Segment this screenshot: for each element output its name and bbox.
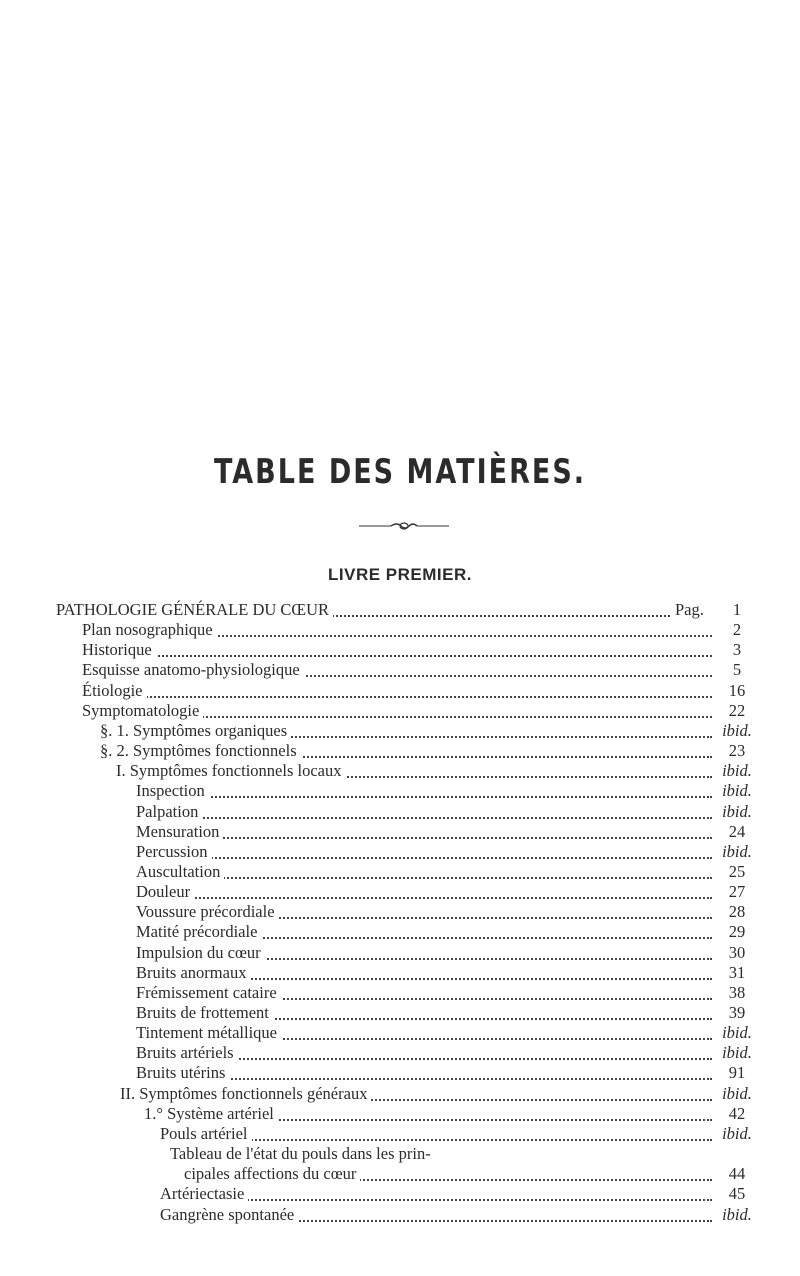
toc-entry	[56, 599, 670, 621]
toc-entry	[136, 1022, 712, 1044]
toc-page-number: ibid.	[722, 841, 752, 861]
toc-page-number: 23	[728, 741, 746, 761]
toc-entry-label: Voussure précordiale	[136, 902, 279, 921]
toc-entry	[136, 780, 712, 802]
toc-entry	[170, 1143, 735, 1165]
toc-row	[0, 1103, 800, 1125]
divider-ornament	[357, 521, 451, 531]
toc-entry-label: Douleur	[136, 882, 194, 901]
toc-page-number: ibid.	[722, 1123, 752, 1143]
toc-page-number: 5	[732, 660, 742, 680]
toc-page-number: 28	[728, 902, 746, 922]
toc-entry-label: Mensuration	[136, 822, 223, 841]
toc-page-number: ibid.	[722, 1083, 752, 1103]
toc-row	[0, 982, 800, 1004]
toc-entry-label: Bruits de frottement	[136, 1003, 273, 1022]
toc-page-number: 44	[728, 1164, 746, 1184]
toc-entry-label: Auscultation	[136, 862, 224, 881]
toc-row	[0, 639, 800, 661]
toc-row	[0, 921, 800, 943]
toc-row	[0, 720, 800, 742]
toc-entry	[82, 659, 712, 681]
toc-entry	[82, 700, 712, 722]
section-title: LIVRE PREMIER.	[328, 565, 472, 584]
toc-page-number: ibid.	[722, 1204, 752, 1224]
toc-row	[0, 659, 800, 681]
toc-entry-label: §. 1. Symptômes organiques	[100, 721, 291, 740]
toc-page-number: 2	[732, 620, 742, 640]
toc-page-number: ibid.	[722, 781, 752, 801]
toc-entry	[136, 1042, 712, 1064]
toc-row	[0, 680, 800, 702]
toc-page-number: 38	[728, 982, 746, 1002]
toc-row	[0, 1204, 800, 1226]
toc-row	[0, 861, 800, 883]
toc-entry-label: PATHOLOGIE GÉNÉRALE DU CŒUR	[56, 600, 333, 619]
leader-dots	[136, 817, 712, 819]
toc-row	[0, 780, 800, 802]
toc-entry	[120, 1083, 712, 1105]
toc-entry	[136, 841, 712, 863]
toc-entry-label: 1.° Système artériel	[144, 1104, 278, 1123]
toc-entry-label: Gangrène spontanée	[160, 1205, 298, 1224]
toc-entry-label: Bruits utérins	[136, 1063, 229, 1082]
toc-page-number: ibid.	[722, 720, 752, 740]
toc-row	[0, 1083, 800, 1105]
toc-page-number: 39	[728, 1003, 746, 1022]
toc-entry	[160, 1123, 712, 1145]
toc-entry-label: Artériectasie	[160, 1184, 248, 1203]
toc-entry	[136, 921, 712, 943]
toc-page-number: 31	[728, 962, 746, 982]
toc-row	[0, 760, 800, 782]
toc-entry	[160, 1183, 712, 1205]
toc-entry-label: Bruits artériels	[136, 1043, 238, 1062]
toc-entry	[116, 760, 712, 782]
toc-row	[0, 1042, 800, 1064]
leader-dots	[136, 897, 712, 899]
toc-row	[0, 1022, 800, 1044]
toc-entry	[144, 1103, 712, 1125]
toc-entry	[136, 1002, 712, 1024]
toc-page-number: 16	[728, 680, 746, 700]
toc-page-number: 27	[728, 882, 746, 902]
toc-entry	[160, 1204, 712, 1226]
toc-entry	[100, 740, 712, 762]
toc-entry-label: Pouls artériel	[160, 1124, 252, 1143]
toc-entry	[82, 680, 712, 702]
toc-entry-label: Inspection	[136, 781, 209, 800]
toc-row	[0, 801, 800, 823]
toc-row	[0, 881, 800, 903]
toc-row	[0, 700, 800, 722]
toc-entry-label: Percussion	[136, 842, 212, 861]
toc-entry	[136, 881, 712, 903]
toc-entry	[100, 720, 712, 742]
toc-entry-label: Esquisse anatomo-physiologique	[82, 660, 304, 679]
toc-page-number: 42	[728, 1103, 746, 1123]
toc-entry	[136, 942, 712, 964]
toc-entry-label: Tableau de l'état du pouls dans les prin-	[170, 1144, 435, 1163]
toc-entry-label: II. Symptômes fonctionnels généraux	[120, 1084, 371, 1103]
toc-entry-label: Symptomatologie	[82, 701, 203, 720]
toc-entry	[136, 801, 712, 823]
toc-entry	[136, 861, 712, 883]
toc-row	[0, 1163, 800, 1185]
toc-entry-label: §. 2. Symptômes fonctionnels	[100, 741, 301, 760]
toc-page-number: 24	[728, 821, 746, 841]
toc-row	[0, 740, 800, 762]
toc-page-number: ibid.	[722, 801, 752, 821]
toc-row	[0, 1183, 800, 1205]
toc-entry-label: Étiologie	[82, 681, 147, 700]
toc-row	[0, 1002, 800, 1024]
toc-page-number: 3	[732, 640, 742, 660]
leader-dots	[82, 696, 712, 698]
leader-dots	[136, 857, 712, 859]
toc-entry-label: Frémissement cataire	[136, 983, 281, 1002]
toc-entry	[136, 821, 712, 843]
toc-page-number: 45	[728, 1184, 746, 1204]
toc-page-number: 29	[728, 922, 746, 942]
toc-entry-label: Impulsion du cœur	[136, 943, 265, 962]
toc-entry	[136, 982, 712, 1004]
leader-dots	[82, 655, 712, 657]
leader-dots	[136, 796, 712, 798]
toc-row	[0, 901, 800, 923]
toc-page-number: ibid.	[722, 761, 752, 781]
toc-entry-label: Bruits anormaux	[136, 963, 250, 982]
toc-page-number: ibid.	[722, 1023, 752, 1043]
toc-entry	[82, 639, 712, 661]
toc-entry	[82, 619, 712, 641]
toc-page-number: 1	[732, 600, 742, 619]
toc-row	[0, 942, 800, 964]
toc-row	[0, 841, 800, 863]
toc-page-number: 25	[728, 861, 746, 881]
toc-row	[0, 599, 800, 621]
toc-row	[0, 1123, 800, 1145]
toc-page-number: ibid.	[722, 1043, 752, 1063]
page-title: TABLE DES MATIÈRES.	[213, 453, 587, 492]
toc-entry	[184, 1163, 712, 1185]
toc-entry-label: Palpation	[136, 802, 202, 821]
toc-entry-label: Historique	[82, 640, 156, 659]
toc-entry	[136, 1062, 712, 1084]
page-header-label: Pag.	[675, 600, 704, 619]
toc-entry-label: Matité précordiale	[136, 922, 261, 941]
toc-entry-label: Tintement métallique	[136, 1023, 281, 1042]
toc-entry-label: Plan nosographique	[82, 620, 217, 639]
toc-row	[0, 962, 800, 984]
toc-page-number: 22	[728, 700, 746, 720]
toc-page-number: 91	[728, 1063, 746, 1083]
toc-entry-label: I. Symptômes fonctionnels locaux	[116, 761, 345, 780]
toc-row	[0, 821, 800, 843]
toc-page-number: 30	[728, 942, 746, 962]
toc-row	[0, 1143, 800, 1165]
toc-row	[0, 1062, 800, 1084]
toc-entry	[136, 962, 712, 984]
toc-entry-label: cipales affections du cœur	[184, 1164, 360, 1183]
toc-entry	[136, 901, 712, 923]
toc-row	[0, 619, 800, 641]
